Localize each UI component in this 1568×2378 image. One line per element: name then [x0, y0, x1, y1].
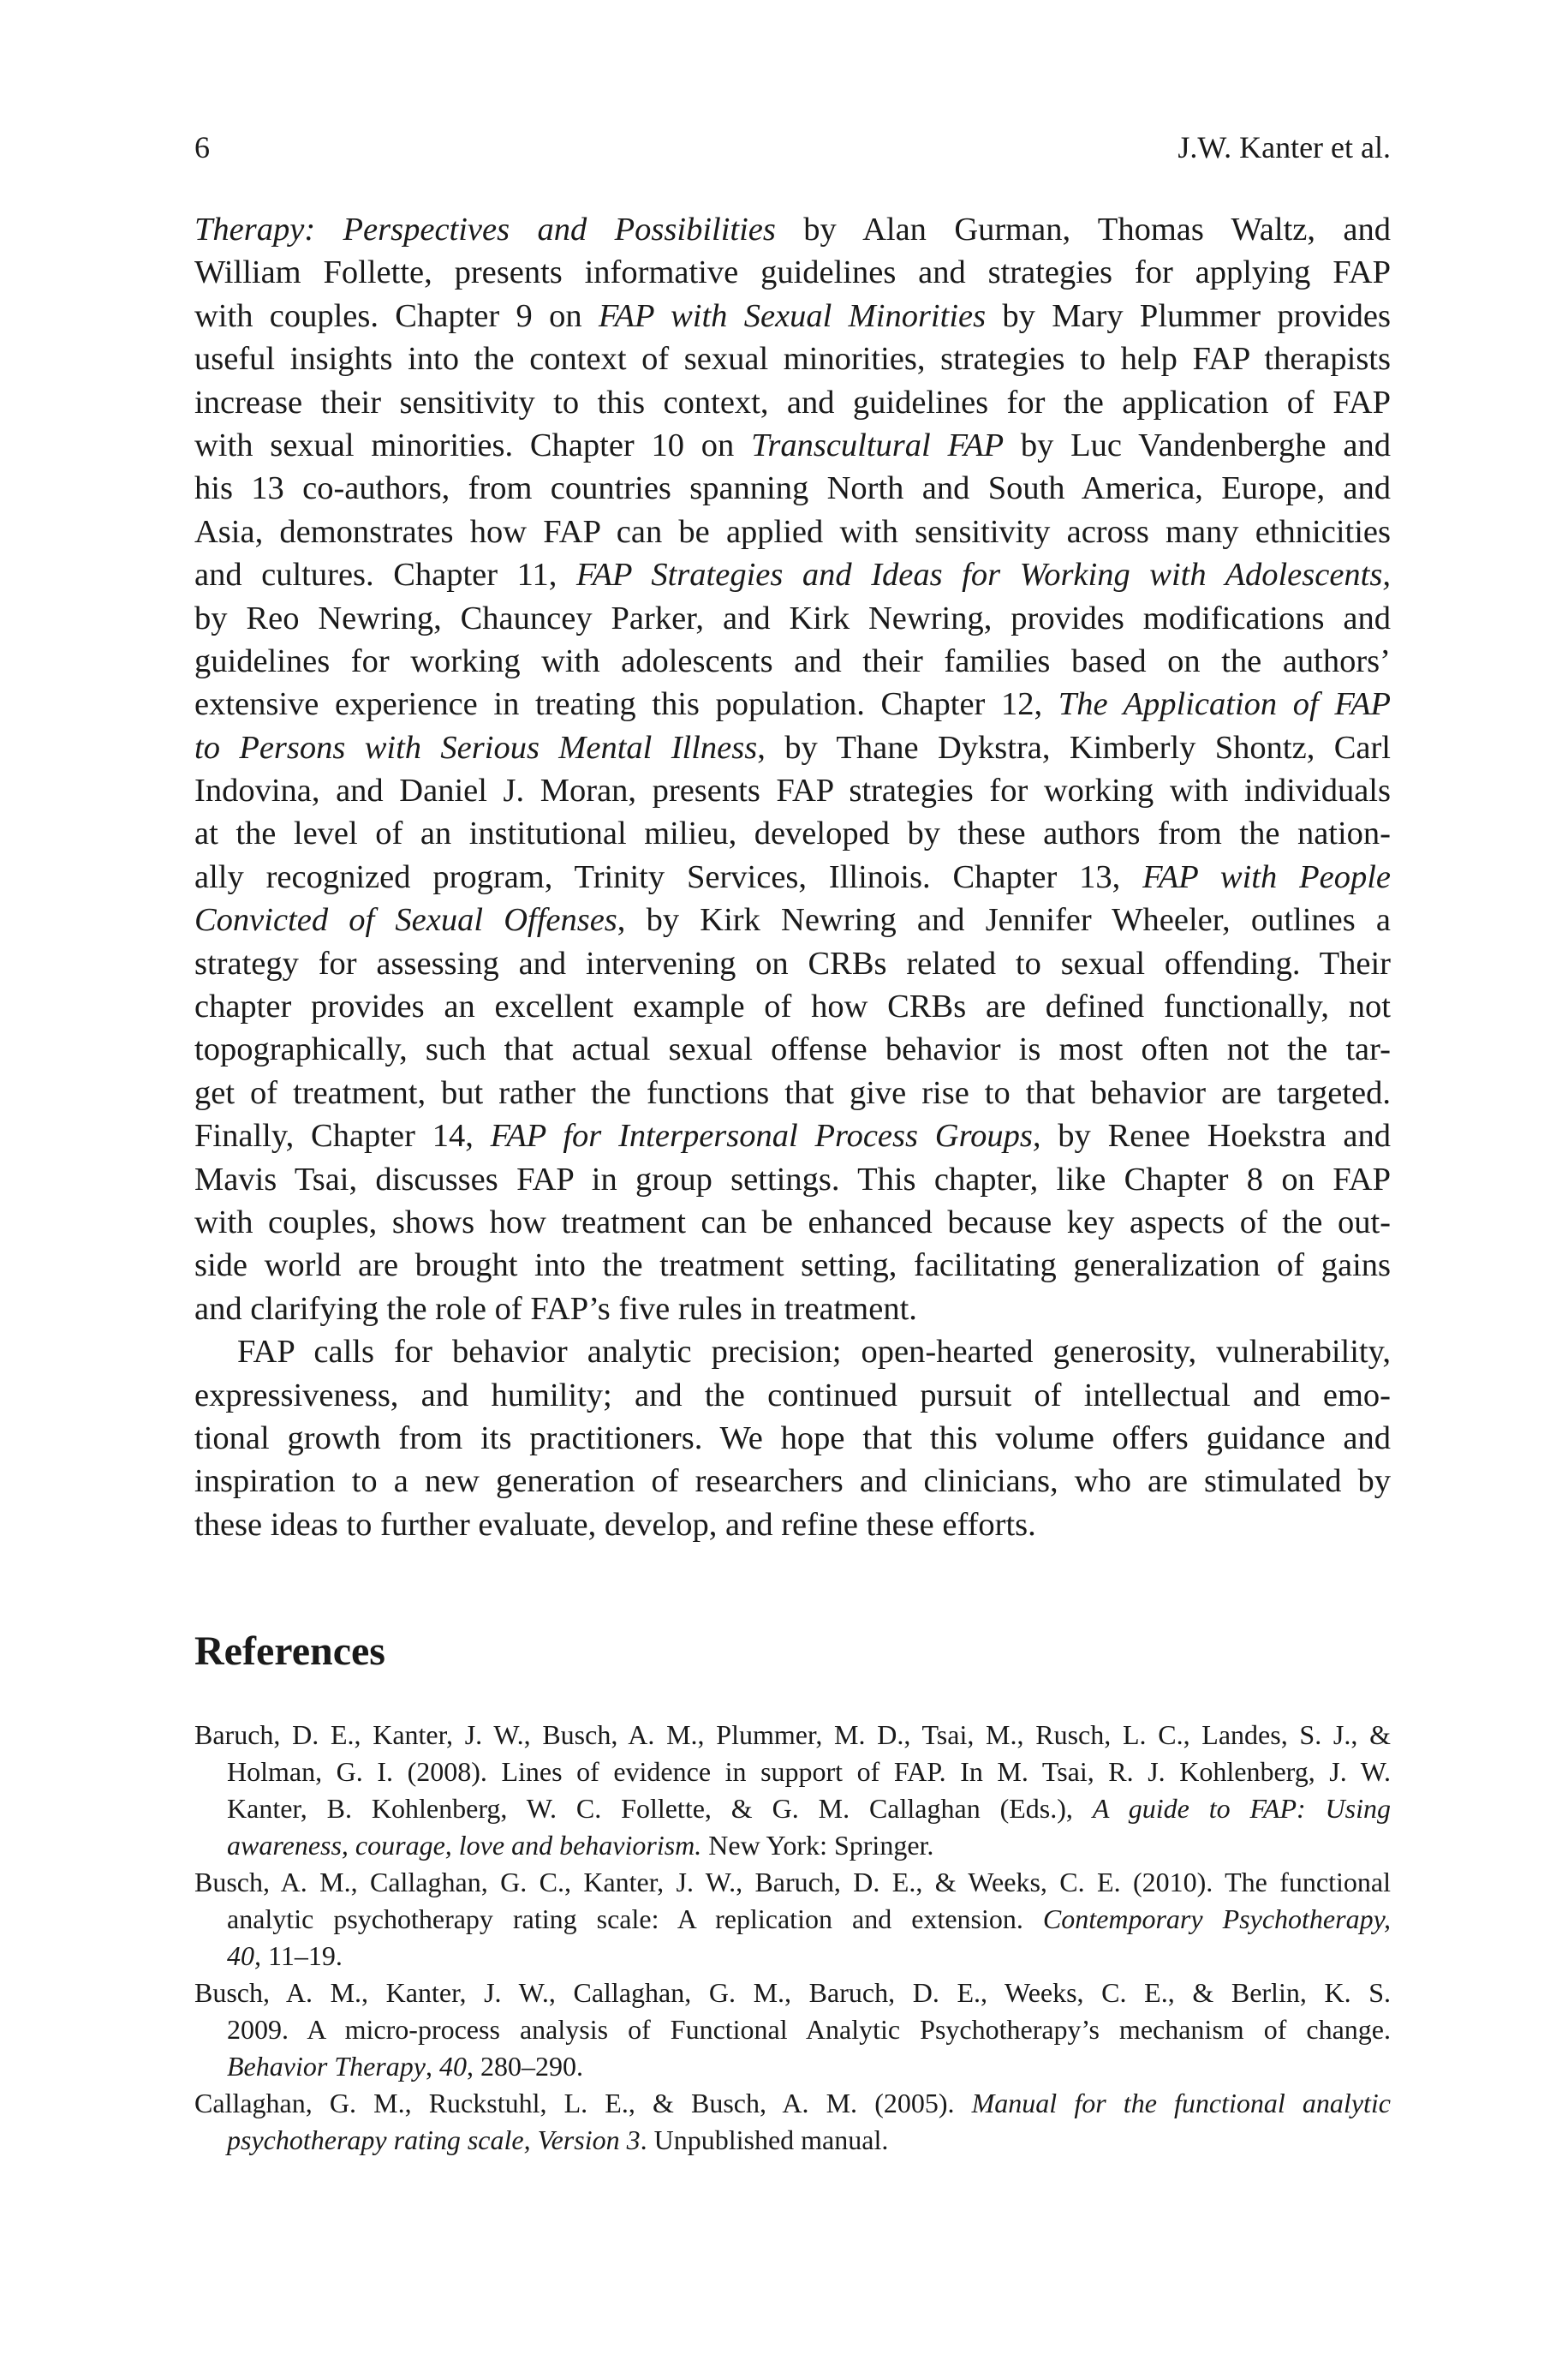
text-run: Asia, demonstrates how FAP can be applied with sensitivity across many ethnicities: [194, 513, 1391, 550]
text-run: Finally, Chapter 14,: [194, 1118, 491, 1155]
italic-text: Manual for the functional analytic: [971, 2088, 1392, 2118]
text-line: [194, 251, 1391, 294]
text-line: [194, 511, 1391, 553]
text-run: inspiration to a new generation of researchers and clinicians, who are stimulated by: [194, 1463, 1391, 1500]
text-line: [194, 1460, 1391, 1503]
text-run: FAP calls for behavior analytic precision; open-hearted generosity, vulnerability,: [237, 1334, 1391, 1371]
text-line: [194, 1938, 1391, 1975]
text-line: [194, 1503, 1391, 1546]
reference-entry: [194, 1864, 1391, 1975]
text-run: increase their sensitivity to this context, and guidelines for the application of FAP: [194, 384, 1391, 421]
text-run: Callaghan, G. M., Ruckstuhl, L. E., & Busch, A. M. (2005).: [194, 2088, 972, 2118]
text-run: by Renee Hoekstra and: [1040, 1118, 1392, 1155]
page-number: 6: [194, 130, 210, 164]
text-run: Busch, A. M., Kanter, J. W., Callaghan, G. M., Baruch, D. E., Weeks, C. E., & Berlin, K. S.: [194, 1977, 1391, 2008]
text-run: William Follette, presents informative guidelines and strategies for applying FAP: [194, 254, 1391, 291]
text-line: [194, 899, 1391, 941]
italic-text: Contemporary Psychotherapy,: [1042, 1903, 1392, 1934]
text-line: [194, 1901, 1391, 1938]
text-run: with couples, shows how treatment can be enhanced because key aspects of the out-: [194, 1204, 1391, 1240]
text-run: by Reo Newring, Chauncey Parker, and Kirk Newring, provides modifications and: [194, 600, 1391, 636]
text-run: , by Kirk Newring and Jennifer Wheeler, outlines a: [617, 902, 1392, 939]
text-run: strategy for assessing and intervening on CRBs related to sexual offending. Their: [194, 945, 1391, 982]
italic-text: The Application of FAP: [1058, 686, 1391, 723]
text-run: tional growth from its practitioners. We hope that this volume offers guidance and: [194, 1419, 1391, 1456]
text-line: [194, 2048, 1391, 2085]
italic-text: psychotherapy rating scale, Version 3: [227, 2124, 641, 2155]
text-run: side world are brought into the treatment setting, facilitating generalization of gains: [194, 1247, 1391, 1284]
text-run: analytic psychotherapy rating scale: A replication and extension.: [227, 1903, 1043, 1934]
paragraph: [194, 1330, 1391, 1546]
text-run: Busch, A. M., Callaghan, G. C., Kanter, J. W., Baruch, D. E., & Weeks, C. E. (2010). The functional: [194, 1867, 1391, 1897]
text-run: these ideas to further evaluate, develop, and refine these efforts.: [194, 1506, 1036, 1543]
text-run: by Mary Plummer provides: [986, 297, 1391, 334]
text-run: extensive experience in treating this population. Chapter 12,: [194, 686, 1058, 723]
text-run: expressiveness, and humility; and the continued pursuit of intellectual and emo-: [194, 1377, 1391, 1413]
text-line: [194, 1158, 1391, 1201]
text-line: [194, 1864, 1391, 1901]
italic-text: Therapy: Perspectives and Possibilities: [194, 212, 776, 248]
italic-text: Convicted of Sexual Offenses: [194, 902, 617, 939]
text-run: at the level of an institutional milieu, developed by these authors from the nation-: [194, 816, 1391, 852]
italic-text: 40,: [227, 1940, 261, 1971]
text-line: [194, 1374, 1391, 1417]
text-run: ally recognized program, Trinity Services, Illinois. Chapter 13,: [194, 858, 1143, 895]
italic-text: FAP for Interpersonal Process Groups,: [490, 1118, 1041, 1155]
text-line: [194, 2122, 1391, 2159]
text-line: [194, 769, 1391, 812]
text-line: [194, 1028, 1391, 1071]
italic-text: Transcultural FAP: [751, 427, 1005, 463]
text-run: 2009. A micro-process analysis of Functional Analytic Psychotherapy’s mechanism of change.: [227, 2014, 1391, 2045]
text-line: [194, 942, 1391, 985]
text-run: Mavis Tsai, discusses FAP in group settings. This chapter, like Chapter 8 on FAP: [194, 1161, 1391, 1198]
body-text: [194, 208, 1391, 1546]
references-list: [194, 1717, 1391, 2159]
text-line: [194, 1827, 1391, 1864]
italic-text: FAP with Sexual Minorities: [598, 297, 987, 334]
text-run: get of treatment, but rather the functions that give rise to that behavior are targeted.: [194, 1074, 1391, 1111]
text-line: [194, 1754, 1391, 1790]
text-line: [194, 1288, 1391, 1330]
paragraph: [194, 208, 1391, 1330]
text-line: [194, 597, 1391, 640]
text-run: . Unpublished manual.: [640, 2124, 889, 2155]
text-line: [194, 1330, 1391, 1373]
text-run: 11–19.: [261, 1940, 343, 1971]
text-line: [194, 2085, 1391, 2122]
text-run: and cultures. Chapter 11,: [194, 557, 576, 594]
text-line: [194, 726, 1391, 769]
text-run: Kanter, B. Kohlenberg, W. C. Follette, & G. M. Callaghan (Eds.),: [227, 1793, 1093, 1824]
text-line: [194, 1201, 1391, 1244]
text-line: [194, 683, 1391, 726]
text-run: with couples. Chapter 9 on: [194, 297, 599, 334]
text-run: , by Thane Dykstra, Kimberly Shontz, Carl: [757, 729, 1391, 766]
italic-text: awareness, courage, love and behaviorism.: [227, 1830, 702, 1861]
text-run: by Luc Vandenberghe and: [1004, 427, 1391, 463]
text-line: [194, 553, 1391, 596]
text-run: chapter provides an excellent example of how CRBs are defined functionally, not: [194, 989, 1391, 1025]
text-line: [194, 985, 1391, 1028]
text-line: [194, 1717, 1391, 1754]
italic-text: Behavior Therapy: [227, 2051, 426, 2082]
text-run: ,: [425, 2051, 439, 2082]
text-line: [194, 381, 1391, 424]
text-run: New York: Springer.: [701, 1830, 934, 1861]
text-line: [194, 812, 1391, 855]
text-run: his 13 co-authors, from countries spanning North and South America, Europe, and: [194, 470, 1391, 507]
text-line: [194, 1975, 1391, 2011]
text-line: [194, 295, 1391, 338]
text-run: Indovina, and Daniel J. Moran, presents FAP strategies for working with individuals: [194, 773, 1391, 810]
text-line: [194, 338, 1391, 380]
reference-entry: [194, 1717, 1391, 1864]
text-line: [194, 1417, 1391, 1460]
text-line: [194, 1790, 1391, 1827]
text-line: [194, 640, 1391, 683]
text-run: useful insights into the context of sexual minorities, strategies to help FAP therapists: [194, 341, 1391, 378]
text-run: Baruch, D. E., Kanter, J. W., Busch, A. M., Plummer, M. D., Tsai, M., Rusch, L. C., Landes, S. J., &: [194, 1719, 1391, 1750]
italic-text: A guide to FAP: Using: [1092, 1793, 1392, 1824]
text-run: and clarifying the role of FAP’s five rules in treatment.: [194, 1290, 917, 1327]
text-line: [194, 1114, 1391, 1157]
reference-entry: [194, 1975, 1391, 2085]
text-run: topographically, such that actual sexual offense behavior is most often not the tar-: [194, 1031, 1391, 1068]
text-run: Holman, G. I. (2008). Lines of evidence in support of FAP. In M. Tsai, R. J. Kohlenberg, J. W.: [227, 1756, 1391, 1787]
references-heading: References: [194, 1628, 385, 1674]
text-line: [194, 1244, 1391, 1287]
text-run: , 280–290.: [466, 2051, 583, 2082]
text-run: guidelines for working with adolescents and their families based on the authors’: [194, 642, 1391, 679]
text-line: [194, 208, 1391, 251]
text-line: [194, 424, 1391, 467]
italic-text: FAP Strategies and Ideas for Working with Adolescents,: [575, 557, 1391, 594]
reference-entry: [194, 2085, 1391, 2159]
running-head: J.W. Kanter et al.: [1177, 130, 1391, 164]
italic-text: FAP with People: [1142, 858, 1391, 895]
text-run: by Alan Gurman, Thomas Waltz, and: [775, 212, 1391, 248]
text-run: with sexual minorities. Chapter 10 on: [194, 427, 752, 463]
text-line: [194, 467, 1391, 510]
italic-text: 40: [438, 2051, 467, 2082]
text-line: [194, 856, 1391, 899]
italic-text: to Persons with Serious Mental Illness: [194, 729, 758, 766]
text-line: [194, 2011, 1391, 2048]
text-line: [194, 1072, 1391, 1114]
